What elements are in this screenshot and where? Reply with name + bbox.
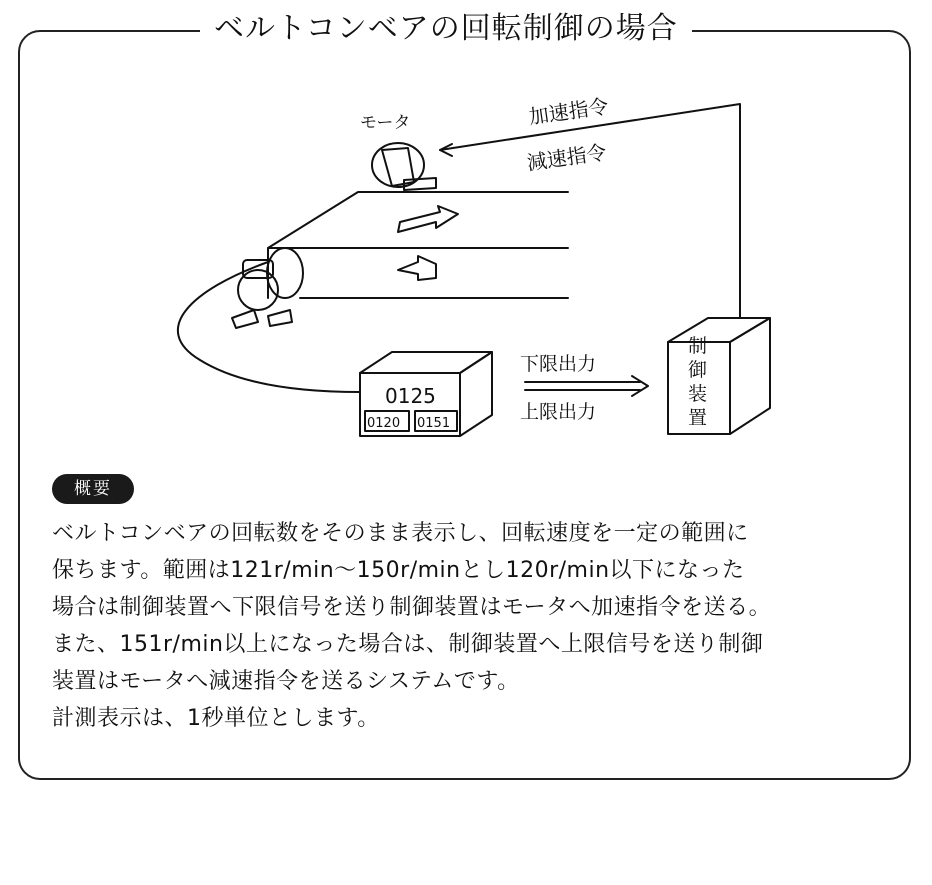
description-line: また、151r/min以上になった場合は、制御装置へ上限信号を送り制御	[52, 632, 764, 657]
command-line	[440, 104, 740, 318]
display-value: 0125	[385, 384, 436, 408]
upper-output-label: 上限出力	[520, 401, 597, 423]
belt-arrow-back	[398, 256, 436, 280]
lower-output-label: 下限出力	[520, 353, 597, 375]
description-line: 場合は制御装置へ下限信号を送り制御装置はモータへ加速指令を送る。	[52, 595, 772, 620]
accel-label: 加速指令	[527, 94, 610, 129]
belt-top-edges	[268, 192, 568, 248]
controller-top	[668, 318, 770, 342]
belt-arrow-forward	[398, 206, 458, 232]
display-top	[360, 352, 492, 373]
description-line: 保ちます。範囲は121r/min〜150r/minとし120r/min以下になった	[52, 558, 745, 583]
decel-label: 減速指令	[525, 140, 608, 175]
lower-preset-value: 0120	[367, 416, 401, 431]
output-arrow-head	[632, 376, 648, 396]
front-motor-feet	[232, 310, 292, 328]
controller-char-3: 装	[688, 383, 708, 405]
description	[52, 515, 902, 737]
page-title: ベルトコンベアの回転制御の場合	[200, 6, 692, 52]
description-line: ベルトコンベアの回転数をそのまま表示し、回転速度を一定の範囲に	[52, 521, 749, 546]
controller-char-2: 御	[688, 359, 708, 381]
description-line: 計測表示は、1秒単位とします。	[52, 706, 380, 731]
motor-label: モータ	[360, 113, 411, 133]
description-line: 装置はモータへ減速指令を送るシステムです。	[52, 669, 520, 694]
controller-side	[730, 318, 770, 434]
summary-badge: 概要	[52, 474, 134, 504]
output-arrow-shaft	[525, 382, 640, 390]
upper-preset-value: 0151	[417, 416, 451, 431]
display-side	[460, 352, 492, 436]
motor-mount	[404, 178, 436, 190]
controller-char-4: 置	[688, 407, 708, 429]
controller-char-1: 制	[688, 335, 708, 357]
